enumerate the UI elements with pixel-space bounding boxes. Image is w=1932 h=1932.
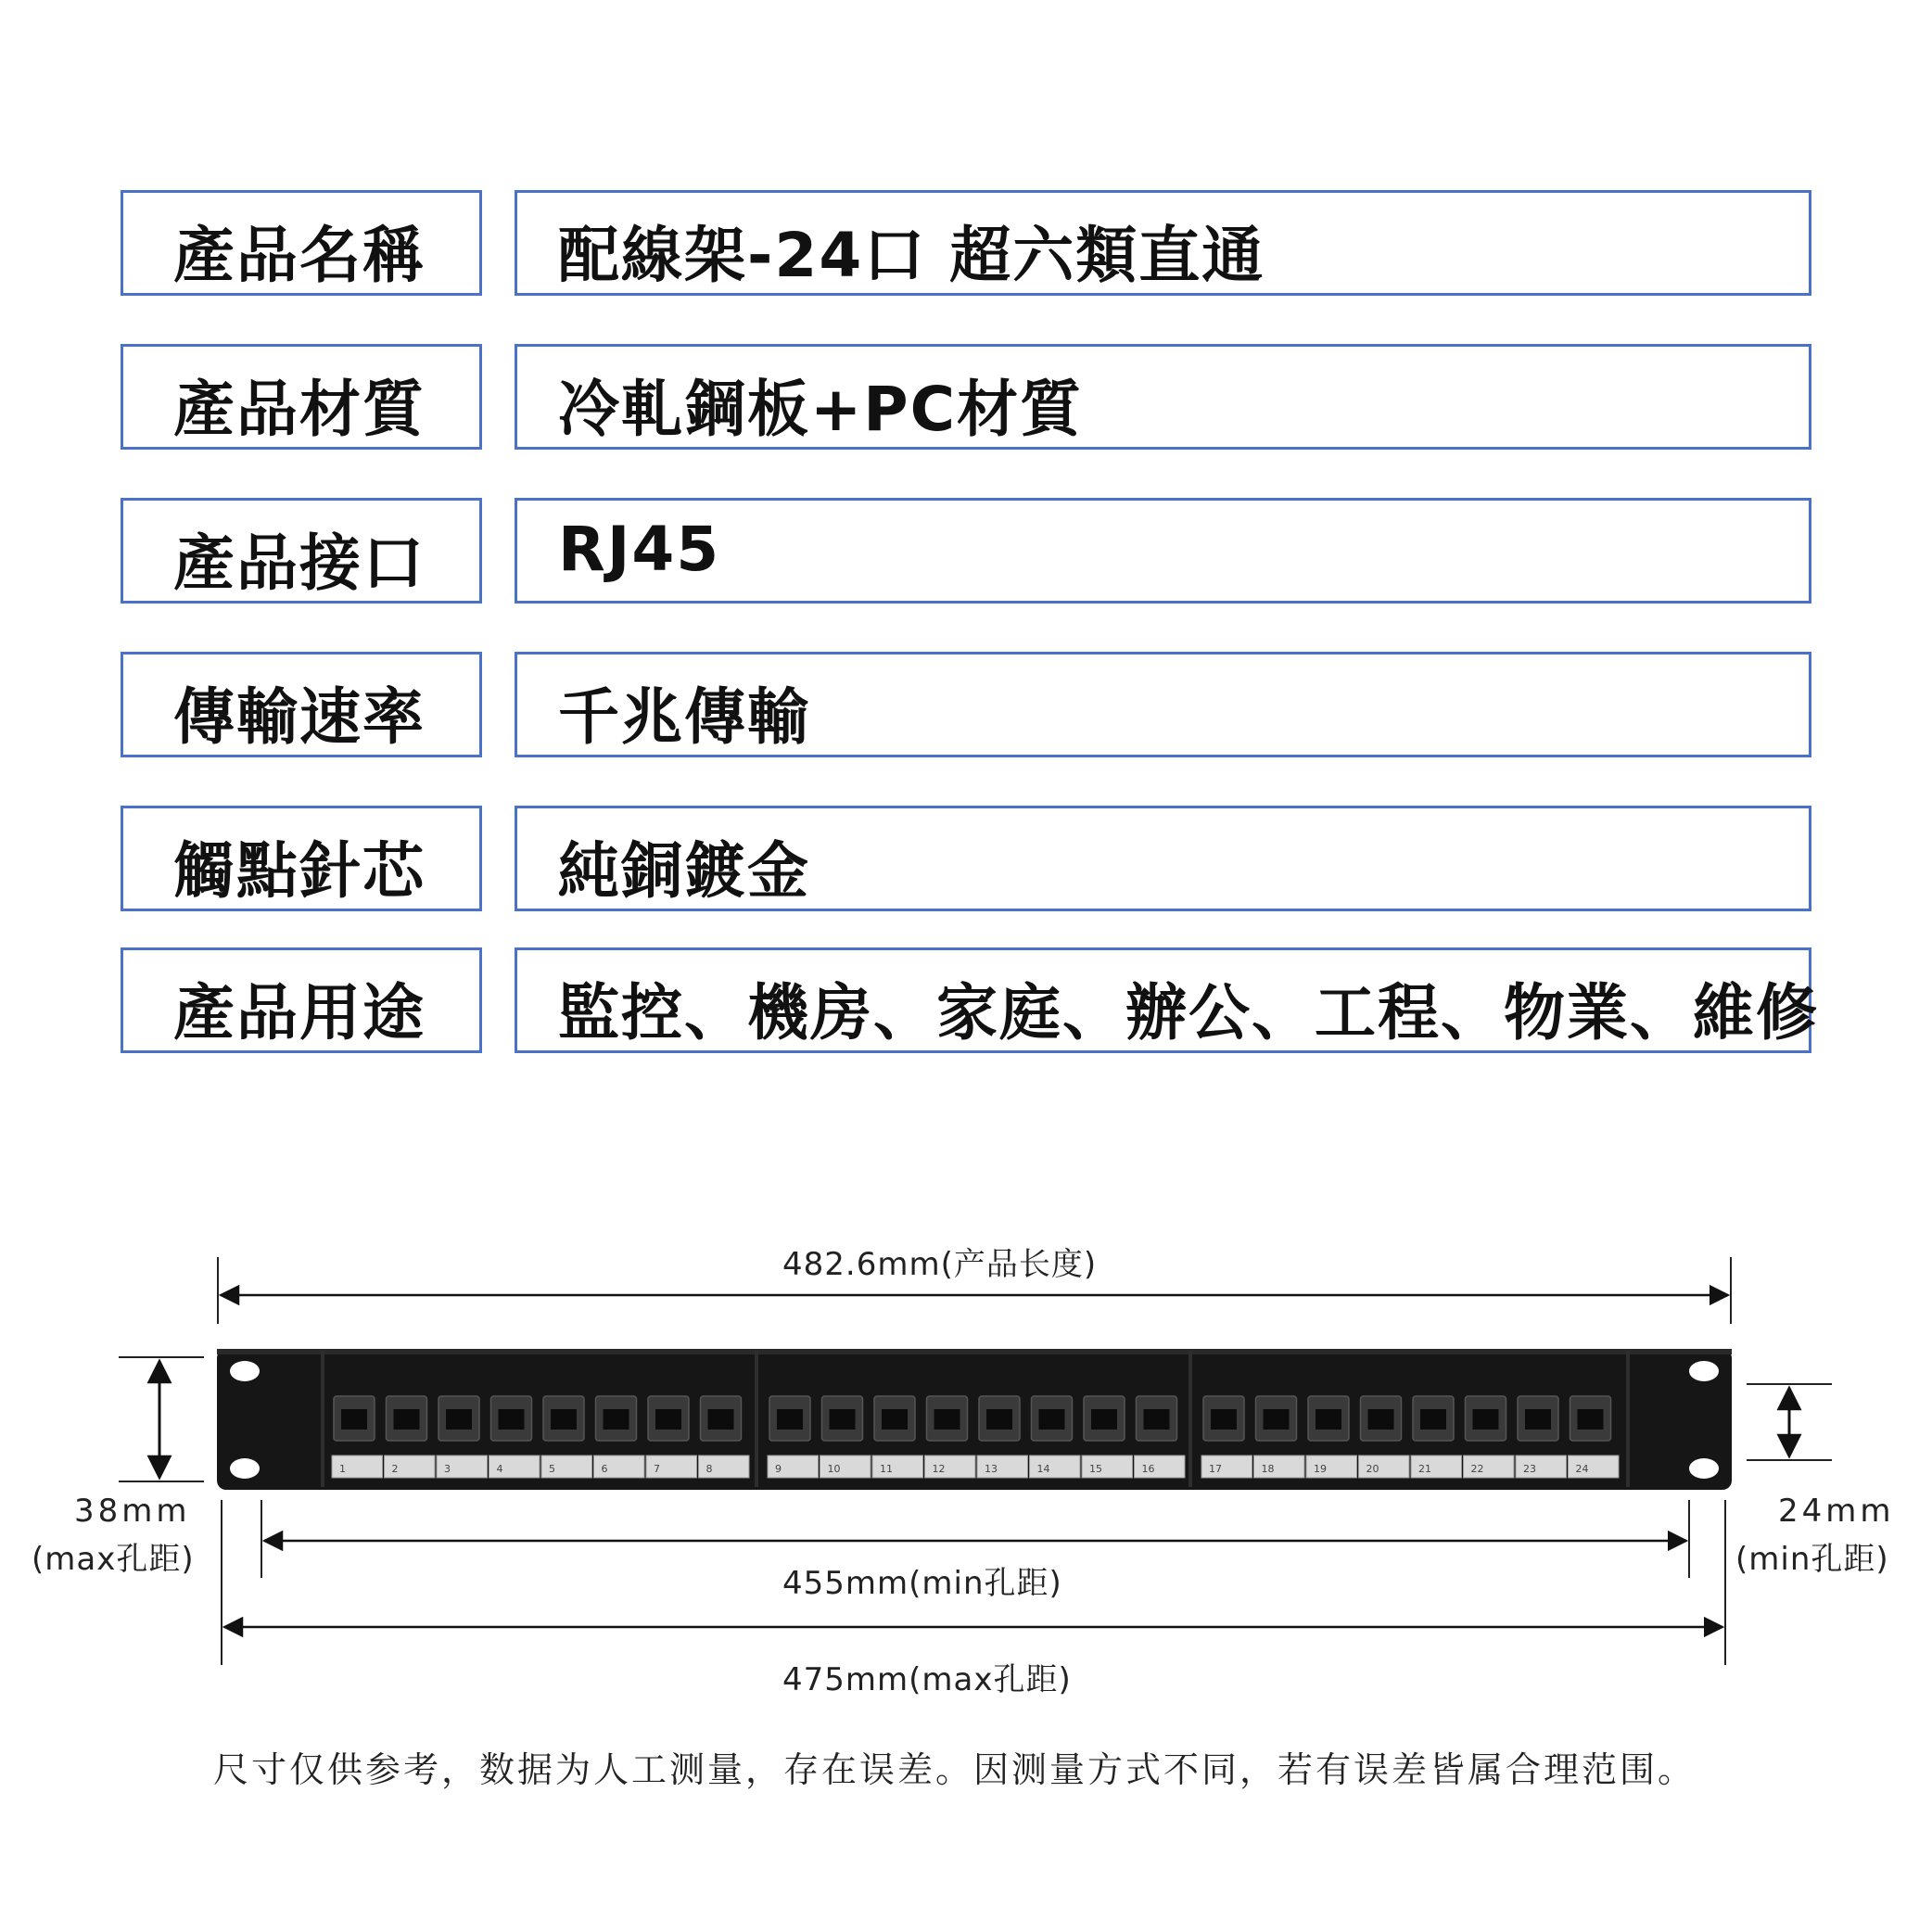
spec-label: 觸點針芯 <box>173 835 426 907</box>
port-number: 13 <box>985 1463 998 1475</box>
rj45-jack <box>986 1409 1012 1430</box>
rj45-jack <box>1316 1409 1341 1430</box>
total-length-label: 482.6mm(产品长度) <box>782 1246 1098 1283</box>
rj45-jack <box>1368 1409 1394 1430</box>
rj45-jack <box>551 1409 577 1430</box>
port-number: 2 <box>391 1463 399 1475</box>
port-number: 17 <box>1209 1463 1222 1475</box>
disclaimer-text: 尺寸仅供参考，数据为人工测量，存在误差。因测量方式不同，若有误差皆属合理范围。 <box>213 1749 1697 1790</box>
mount-hole <box>230 1458 260 1479</box>
port-number: 23 <box>1523 1463 1536 1475</box>
spec-label: 產品名稱 <box>173 220 426 291</box>
rj45-jack <box>499 1409 525 1430</box>
spec-label: 產品接口 <box>173 527 426 599</box>
spec-label: 產品用途 <box>173 977 426 1049</box>
rj45-jack <box>1091 1409 1117 1430</box>
right-height-note: (min孔距) <box>1735 1541 1889 1578</box>
right-height-label: 24mm <box>1778 1493 1895 1530</box>
rj45-jack <box>934 1409 960 1430</box>
port-number: 12 <box>932 1463 946 1475</box>
port-number: 8 <box>705 1463 713 1475</box>
mount-hole <box>230 1361 260 1381</box>
left-height-note: (max孔距) <box>32 1541 195 1578</box>
port-number: 22 <box>1470 1463 1484 1475</box>
rj45-jack <box>1525 1409 1551 1430</box>
spec-value: 純銅鍍金 <box>558 835 810 907</box>
rj45-jack <box>341 1409 367 1430</box>
rj45-jack <box>1144 1409 1170 1430</box>
left-height-label: 38mm <box>74 1493 191 1530</box>
rj45-jack <box>655 1409 681 1430</box>
mount-hole <box>1689 1361 1719 1381</box>
spec-value: 冷軋鋼板+PC材質 <box>558 374 1084 445</box>
spec-value: 監控、機房、家庭、辦公、工程、物業、維修 <box>558 977 1819 1049</box>
min-hole-label: 455mm(min孔距) <box>782 1565 1062 1602</box>
rj45-jack <box>1420 1409 1446 1430</box>
spec-value: 千兆傳輸 <box>558 681 810 753</box>
spec-value: 配線架-24口 超六類直通 <box>558 220 1265 291</box>
rj45-jack <box>708 1409 734 1430</box>
port-number: 1 <box>339 1463 346 1475</box>
rj45-jack <box>1039 1409 1065 1430</box>
spec-label: 產品材質 <box>173 374 426 445</box>
rj45-jack <box>830 1409 856 1430</box>
rj45-jack <box>1473 1409 1499 1430</box>
port-number: 10 <box>827 1463 841 1475</box>
port-number: 20 <box>1366 1463 1379 1475</box>
mount-hole <box>1689 1458 1719 1479</box>
spec-label: 傳輸速率 <box>173 681 426 753</box>
port-number: 5 <box>549 1463 555 1475</box>
port-number: 4 <box>496 1463 503 1475</box>
port-number: 24 <box>1575 1463 1589 1475</box>
port-number: 6 <box>601 1463 608 1475</box>
rj45-jack <box>394 1409 420 1430</box>
port-number: 15 <box>1089 1463 1102 1475</box>
port-number: 19 <box>1314 1463 1327 1475</box>
port-number: 3 <box>444 1463 451 1475</box>
rj45-jack <box>604 1409 629 1430</box>
port-number: 18 <box>1261 1463 1275 1475</box>
rj45-jack <box>1211 1409 1237 1430</box>
rj45-jack <box>882 1409 908 1430</box>
port-number: 21 <box>1418 1463 1431 1475</box>
rj45-jack <box>777 1409 803 1430</box>
rj45-jack <box>446 1409 472 1430</box>
spec-value: RJ45 <box>558 514 721 585</box>
port-number: 11 <box>880 1463 893 1475</box>
max-hole-label: 475mm(max孔距) <box>782 1661 1072 1698</box>
rj45-jack <box>1264 1409 1290 1430</box>
port-number: 14 <box>1036 1463 1050 1475</box>
port-number: 7 <box>654 1463 660 1475</box>
rj45-jack <box>1578 1409 1604 1430</box>
port-number: 9 <box>775 1463 782 1475</box>
port-number: 16 <box>1141 1463 1155 1475</box>
